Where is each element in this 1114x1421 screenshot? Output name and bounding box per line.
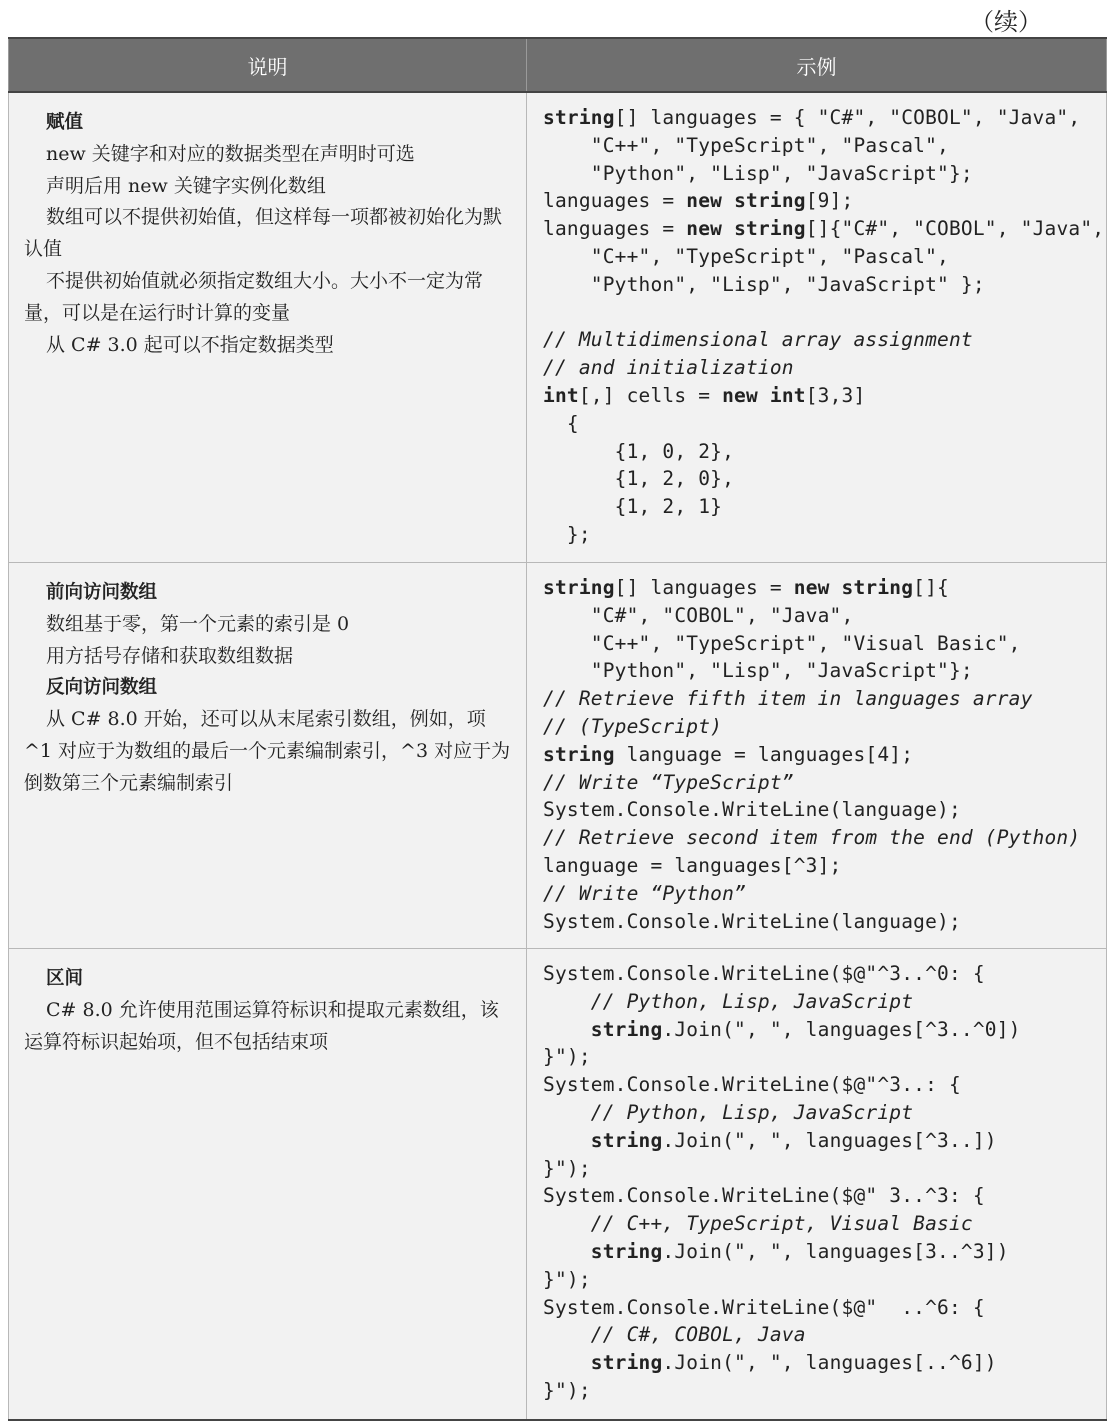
description-text: 用方括号存储和获取数组数据 — [46, 644, 294, 667]
code-line — [543, 1266, 1100, 1294]
code-keyword: new — [722, 383, 758, 407]
code-line — [543, 602, 1100, 630]
table-header-row — [9, 38, 1107, 92]
description-cell — [9, 92, 527, 563]
section-heading: 区间 — [46, 968, 84, 989]
code-keyword: new — [686, 217, 723, 241]
code-line — [543, 1321, 1100, 1349]
code-keyword: new — [793, 576, 830, 599]
code-line — [543, 1071, 1100, 1099]
code-cell — [527, 949, 1107, 1421]
code-line — [543, 685, 1100, 713]
code-line — [543, 187, 1100, 215]
code-line — [543, 769, 1100, 797]
code-line — [543, 880, 1100, 908]
description-text: 数组可以不提供初始值，但这样每一项都被初始化为默认值 — [24, 206, 503, 261]
code-text — [543, 1129, 591, 1152]
code-line — [543, 215, 1105, 243]
description-cell — [9, 563, 527, 949]
code-text: System.Console.WriteLine($@" ..^6: { — [543, 1295, 985, 1319]
code-text: "C++", "TypeScript", "Pascal", — [543, 133, 949, 157]
code-line — [543, 630, 1100, 658]
table-row — [9, 563, 1107, 949]
code-comment: // (TypeScript) — [543, 714, 723, 738]
code-text: System.Console.WriteLine(language); — [543, 798, 961, 822]
code-text — [543, 1240, 591, 1263]
code-line — [543, 1349, 1100, 1377]
code-keyword: string — [543, 106, 615, 129]
code-text: }; — [543, 522, 591, 546]
code-line — [543, 382, 1100, 410]
code-keyword: string — [543, 742, 615, 766]
code-line — [543, 574, 1100, 602]
code-keyword: string — [841, 576, 914, 599]
code-text: .Join(", ", languages[^3..^0]) — [662, 1017, 1021, 1041]
code-line — [543, 824, 1100, 852]
code-comment: // Write “Python” — [543, 881, 746, 905]
code-line — [543, 1377, 1100, 1405]
code-line — [543, 908, 1100, 936]
description-text: 声明后用 new 关键字实例化数组 — [46, 174, 326, 197]
code-text: "Python", "Lisp", "JavaScript"}; — [543, 659, 973, 683]
section-heading: 赋值 — [46, 112, 84, 133]
code-keyword: string — [590, 1239, 663, 1263]
code-text — [543, 1351, 591, 1374]
code-text: .Join(", ", languages[3..^3]) — [662, 1239, 1009, 1263]
code-text: .Join(", ", languages[^3..]) — [662, 1128, 997, 1152]
code-text — [722, 189, 734, 212]
code-comment: // Retrieve second item from the end (Python) — [543, 826, 1081, 850]
code-text: System.Console.WriteLine($@"^3..^0: { — [543, 962, 985, 985]
code-comment: // C#, COBOL, Java — [543, 1323, 806, 1347]
code-line — [543, 521, 1100, 549]
code-text: }"); — [543, 1045, 591, 1069]
code-line — [543, 1238, 1100, 1266]
code-line — [543, 160, 1100, 188]
code-text: {1, 2, 0}, — [543, 467, 735, 491]
code-text — [543, 1018, 591, 1041]
section-heading: 前向访问数组 — [46, 582, 158, 603]
description-cell — [9, 949, 527, 1421]
code-text: []{"C#", "COBOL", "Java", — [805, 217, 1105, 241]
column-header-example: 示例 — [527, 38, 1107, 92]
code-line — [543, 326, 1100, 354]
code-keyword: int — [769, 383, 806, 407]
code-line — [543, 960, 1100, 988]
section-heading: 反向访问数组 — [46, 677, 158, 699]
code-block — [543, 104, 1105, 549]
code-keyword: string — [734, 217, 806, 241]
code-line — [543, 1016, 1100, 1044]
description-text: 从 C# 8.0 开始，还可以从末尾索引数组，例如，项 ^1 对应于为数组的最后一个元素编制索引，^3 对应于为倒数第三个元素编制索引 — [24, 708, 511, 794]
code-text: []{ — [913, 576, 949, 599]
code-line — [543, 465, 1100, 493]
code-line — [543, 299, 1100, 327]
code-text: System.Console.WriteLine($@" 3..^3: { — [543, 1184, 985, 1208]
code-text: [] languages = — [614, 576, 794, 599]
code-text: System.Console.WriteLine(language); — [543, 909, 961, 933]
continued-label: （续） — [970, 8, 1042, 36]
code-text: "Python", "Lisp", "JavaScript" }; — [543, 272, 985, 296]
code-line — [543, 493, 1100, 521]
code-text: {1, 2, 1} — [543, 495, 723, 519]
code-keyword: int — [543, 383, 579, 407]
code-text: "C++", "TypeScript", "Pascal", — [543, 244, 949, 268]
code-line — [543, 1210, 1100, 1238]
code-line — [543, 741, 1100, 769]
code-text: .Join(", ", languages[..^6]) — [662, 1351, 997, 1375]
code-line — [543, 1127, 1100, 1155]
code-keyword: string — [590, 1017, 663, 1041]
code-line — [543, 1043, 1100, 1071]
code-keyword: string — [590, 1128, 663, 1152]
code-line — [543, 1294, 1100, 1322]
code-text: }"); — [543, 1267, 591, 1291]
code-comment: // C++, TypeScript, Visual Basic — [543, 1212, 973, 1236]
table-row — [9, 949, 1107, 1421]
code-comment: // Python, Lisp, JavaScript — [543, 989, 914, 1013]
code-text: [] languages = { "C#", "COBOL", "Java", — [614, 106, 1081, 129]
reference-table — [8, 37, 1107, 1421]
code-keyword: string — [543, 576, 615, 599]
code-comment: // Retrieve fifth item in languages array — [543, 687, 1033, 711]
description-text: 从 C# 3.0 起可以不指定数据类型 — [46, 333, 334, 356]
code-line — [543, 243, 1100, 271]
description-text: C# 8.0 允许使用范围运算符标识和提取元素数组，该运算符标识起始项，但不包括结束项 — [24, 998, 499, 1053]
description-text: new 关键字和对应的数据类型在声明时可选 — [46, 142, 415, 165]
code-comment: // Write “TypeScript” — [543, 770, 794, 794]
code-line — [543, 796, 1100, 824]
code-comment: // Multidimensional array assignment — [543, 328, 973, 352]
code-cell — [527, 563, 1107, 949]
code-text: { — [543, 411, 579, 435]
code-line — [543, 354, 1100, 382]
code-keyword: string — [734, 189, 806, 213]
code-text: System.Console.WriteLine($@"^3..: { — [543, 1073, 961, 1097]
description-text: 不提供初始值就必须指定数组大小。大小不一定为常量，可以是在运行时计算的变量 — [24, 269, 484, 324]
code-line — [543, 1099, 1100, 1127]
code-text — [830, 576, 842, 599]
code-keyword: string — [590, 1351, 663, 1375]
code-text: languages = — [543, 217, 687, 241]
code-line — [543, 104, 1100, 132]
description-text: 数组基于零，第一个元素的索引是 0 — [46, 612, 350, 635]
code-line — [543, 988, 1100, 1016]
code-text: {1, 0, 2}, — [543, 439, 735, 463]
code-text: [9]; — [805, 189, 854, 213]
code-text: languages = — [543, 189, 687, 213]
table-row — [9, 92, 1107, 563]
code-text — [758, 384, 770, 407]
code-comment: // and initialization — [543, 356, 794, 380]
code-text: }"); — [543, 1156, 591, 1180]
code-keyword: new — [686, 189, 723, 213]
code-line — [543, 132, 1100, 160]
code-line — [543, 438, 1100, 466]
code-line — [543, 852, 1100, 880]
code-line — [543, 713, 1100, 741]
code-text: "C#", "COBOL", "Java", — [543, 603, 854, 627]
code-text — [722, 217, 734, 240]
code-line — [543, 1182, 1100, 1210]
code-block — [543, 960, 1100, 1405]
code-text: language = languages[^3]; — [543, 853, 842, 877]
code-text: }"); — [543, 1378, 591, 1402]
code-text: [,] cells = — [578, 383, 723, 407]
code-comment: // Python, Lisp, JavaScript — [543, 1100, 914, 1124]
column-header-description: 说明 — [9, 38, 527, 92]
code-line — [543, 271, 1100, 299]
code-line — [543, 657, 1100, 685]
code-cell — [527, 92, 1107, 563]
code-line — [543, 1155, 1100, 1183]
code-line — [543, 410, 1100, 438]
code-block — [543, 574, 1100, 935]
code-text: [3,3] — [805, 383, 866, 407]
code-text: "C++", "TypeScript", "Visual Basic", — [543, 631, 1021, 655]
code-text: "Python", "Lisp", "JavaScript"}; — [543, 161, 973, 185]
code-text: language = languages[4]; — [614, 742, 914, 766]
